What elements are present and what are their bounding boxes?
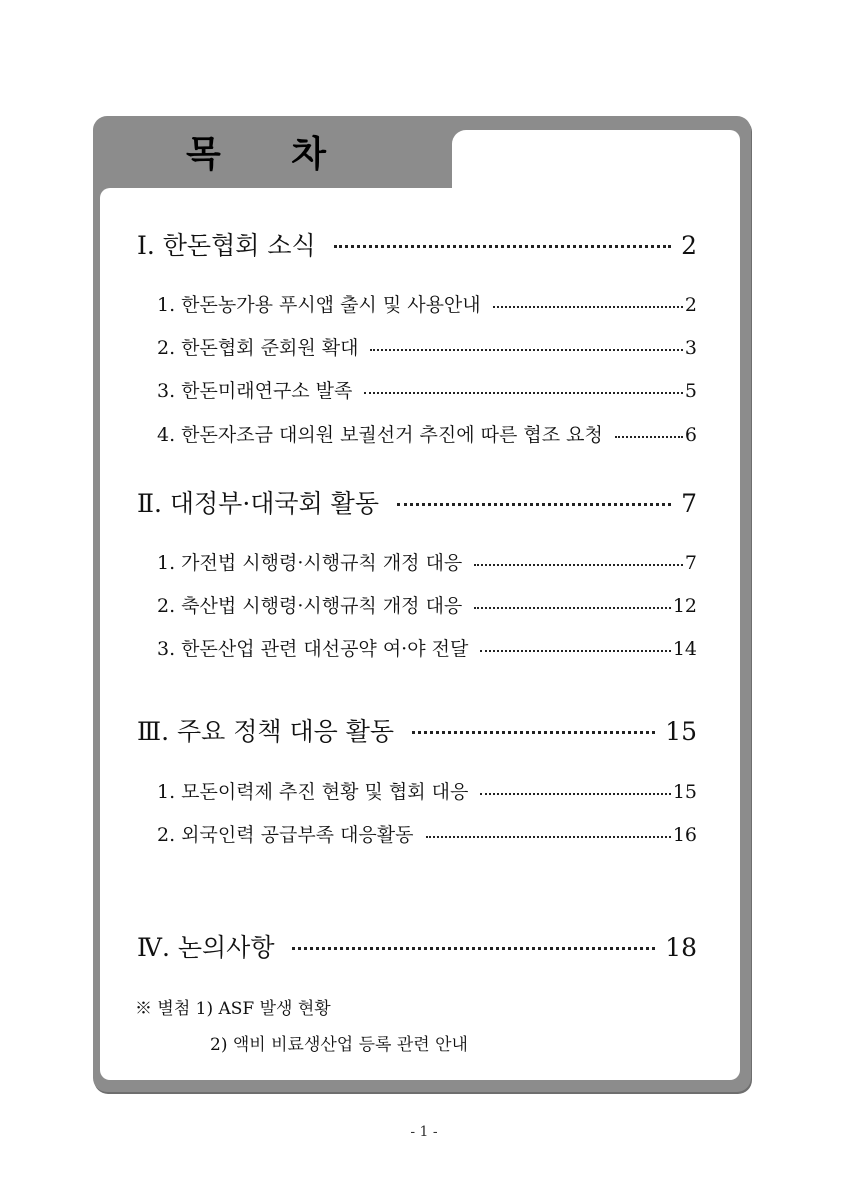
annex-line-1: ※ 별첨 1) ASF 발생 현황: [135, 999, 331, 1019]
toc-page-number: 2: [684, 294, 697, 316]
toc-tab-notch: [452, 130, 740, 200]
toc-section-label: Ⅲ. 주요 정책 대응 활동: [137, 717, 395, 746]
toc-item-1-4[interactable]: [157, 420, 697, 448]
toc-page-number: 7: [681, 489, 697, 518]
toc-page-number: 7: [684, 552, 697, 574]
leader-dots: [480, 793, 670, 795]
toc-item-label: 2. 한돈협회 준회원 확대: [157, 337, 359, 359]
toc-item-1-1[interactable]: [157, 290, 697, 318]
leader-dots: [493, 306, 683, 308]
leader-dots: [397, 503, 671, 506]
toc-page-number: 16: [672, 824, 697, 846]
title-char-1: 목: [186, 133, 221, 175]
toc-section-3[interactable]: [137, 712, 697, 746]
toc-item-1-3[interactable]: [157, 376, 697, 404]
leader-dots: [474, 607, 671, 609]
toc-section-4[interactable]: [137, 928, 697, 962]
page-title: [186, 126, 326, 176]
toc-item-2-1[interactable]: [157, 548, 697, 576]
toc-item-label: 3. 한돈산업 관련 대선공약 여·야 전달: [157, 638, 469, 660]
toc-item-label: 2. 외국인력 공급부족 대응활동: [157, 824, 414, 846]
leader-dots: [334, 245, 671, 248]
leader-dots: [615, 436, 683, 438]
toc-page-number: 2: [681, 231, 697, 260]
leader-dots: [426, 836, 671, 838]
toc-item-3-2[interactable]: [157, 820, 697, 848]
toc-item-2-2[interactable]: [157, 591, 697, 619]
toc-item-1-2[interactable]: [157, 333, 697, 361]
toc-page-number: 15: [665, 717, 697, 746]
leader-dots: [412, 731, 655, 734]
toc-page-number: 14: [672, 638, 697, 660]
leader-dots: [370, 349, 682, 351]
toc-section-2[interactable]: [137, 484, 697, 518]
toc-page-number: 18: [665, 933, 697, 962]
toc-section-1[interactable]: [137, 226, 697, 260]
title-char-2: 차: [291, 133, 326, 175]
toc-item-label: 2. 축산법 시행령·시행규칙 개정 대응: [157, 595, 463, 617]
leader-dots: [364, 392, 683, 394]
toc-item-3-1[interactable]: [157, 777, 697, 805]
annex-line-2: 2) 액비 비료생산업 등록 관련 안내: [210, 1035, 468, 1055]
toc-item-label: 1. 모돈이력제 추진 현황 및 협회 대응: [157, 781, 469, 803]
toc-section-label: Ⅰ. 한돈협회 소식: [137, 231, 316, 260]
toc-item-2-3[interactable]: [157, 634, 697, 662]
leader-dots: [474, 564, 683, 566]
toc-item-label: 3. 한돈미래연구소 발족: [157, 380, 353, 402]
toc-page-number: 12: [672, 595, 697, 617]
toc-item-label: 1. 한돈농가용 푸시앱 출시 및 사용안내: [157, 294, 481, 316]
toc-page-number: 5: [684, 380, 697, 402]
leader-dots: [292, 947, 655, 950]
toc-item-label: 4. 한돈자조금 대의원 보궐선거 추진에 따른 협조 요청: [157, 424, 603, 446]
page-number-footer: - 1 -: [410, 1124, 438, 1140]
toc-item-label: 1. 가전법 시행령·시행규칙 개정 대응: [157, 552, 463, 574]
leader-dots: [480, 650, 670, 652]
toc-page-number: 3: [684, 337, 697, 359]
toc-section-label: Ⅱ. 대정부·대국회 활동: [137, 489, 379, 518]
toc-section-label: Ⅳ. 논의사항: [137, 933, 275, 962]
toc-page-number: 6: [684, 424, 697, 446]
toc-page-number: 15: [672, 781, 697, 803]
